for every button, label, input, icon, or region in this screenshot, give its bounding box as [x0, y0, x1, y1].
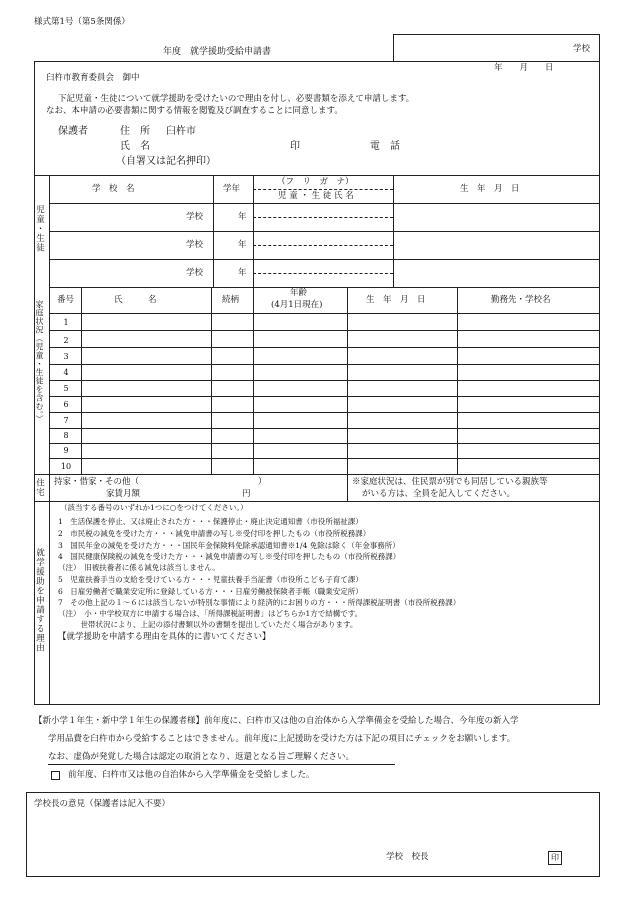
family-row-number: 2 [63, 336, 69, 345]
child-name-header: 児 童 ・ 生 徒 氏 名 [278, 191, 354, 201]
address-label: 住 所 [120, 126, 150, 137]
child-row-3-grade[interactable]: 年 [238, 268, 247, 278]
family-row-number: 5 [63, 384, 69, 393]
form-number: 様式第1号（第5条関係） [34, 17, 130, 27]
family-relation-header: 続柄 [222, 295, 240, 305]
family-row-number: 10 [60, 462, 72, 471]
children-school-header: 学 校 名 [92, 184, 135, 194]
children-birth-header: 生 年 月 日 [460, 184, 520, 194]
school-name-label: 学校 [573, 44, 591, 54]
rent-amount[interactable]: 家賃月額 円 [106, 489, 251, 499]
reason-note-3: 世帯状況により、上記の添付書類以外の書類を提出していただく場合があります。 [58, 620, 358, 629]
reason-item-4[interactable]: 4 国民健康保険税の減免を受けた方・・・減免申請書の写し※受付印を押したもの（市役所税務課） [58, 552, 401, 561]
guardian-label: 保護者 [58, 126, 88, 137]
reason-free-text-heading: 【就学援助を申請する理由を具体的に書いてください】 [58, 632, 271, 642]
family-row-number: 1 [63, 318, 69, 327]
furigana-header: （フ リ ガ ナ） [277, 177, 354, 187]
principal-opinion-label: 学校長の意見（保護者は記入不要） [34, 799, 171, 809]
housing-label: 住宅 [34, 478, 45, 497]
intro-line-1: 下記児童・生徒について就学援助を受けたいので理由を付し、必要書類を添えて申請します。 [58, 94, 415, 104]
guardian-name-label: 氏 名 [120, 141, 150, 152]
reason-item-1[interactable]: 1 生活保護を停止、又は廃止された方・・・保護停止・廃止決定通知書（市役所福祉課） [58, 517, 363, 526]
child-row-3-school[interactable]: 学校 [186, 268, 204, 278]
family-section-label: 家庭状況（児童・生徒を含む。） [35, 300, 44, 424]
child-row-2-grade[interactable]: 年 [238, 240, 247, 250]
phone-label: 電 話 [370, 141, 400, 152]
family-row-number: 4 [63, 368, 69, 377]
family-row-number: 3 [63, 352, 69, 361]
notice-line-1: 【新小学１年生・新中学１年生の保護者様】前年度に、臼杵市又は他の自治体から入学準備金を受給した場合、今年度の新入学 [34, 716, 519, 726]
family-row-number: 8 [63, 431, 69, 440]
addressee: 臼杵市教育委員会 御中 [46, 73, 140, 83]
reason-item-5[interactable]: 5 児童扶養手当の支給を受けている方・・・児童扶養手当証書（市役所こども子育て課） [58, 575, 363, 584]
reason-item-3[interactable]: 3 国民年金の減免を受けた方・・・国民年金保険料免除承認通知書※1/4 免除は除く（年金事務所） [58, 541, 400, 550]
family-age-note: (4月1日現在) [271, 300, 323, 310]
children-grade-header: 学年 [223, 184, 241, 194]
reason-instruction: （該当する番号のいずれか1つに○をつけてください。） [60, 503, 248, 512]
principal-sign-label: 学校 校長 [386, 852, 429, 862]
entrance-fund-checkbox-label: 前年度、臼杵市又は他の自治体から入学準備金を受給しました。 [68, 770, 315, 780]
reason-free-text-field[interactable] [50, 646, 598, 704]
family-age-header: 年齢 [290, 288, 308, 298]
seal-mark: 印 [290, 141, 300, 152]
child-row-2-school[interactable]: 学校 [186, 240, 204, 250]
notice-line-3: なお、虚偽が発覚した場合は認定の取消となり、返還となる旨ご理解ください。 [48, 752, 355, 762]
intro-line-2: なお、本申請の必要書類に関する情報を閲覧及び調査することに同意します。 [46, 106, 343, 116]
reason-item-7[interactable]: 7 その他上記の１～６には該当しないが特別な事情により経済的にお困りの方・・・所得課税証明書（市役所税務課） [58, 598, 461, 607]
reason-note-2: （注） 小・中学校双方に申請する場合は、「所得課税証明書」はどちらか1方で結構です。 [58, 609, 363, 618]
housing-type[interactable]: 持家・借家・その他（ ） [54, 477, 267, 487]
reason-item-2[interactable]: 2 市民税の減免を受けた方・・・減免申請書の写し※受付印を押したもの（市役所税務課） [58, 529, 371, 538]
signature-note: （自署又は記名押印） [116, 156, 216, 167]
principal-seal: 印 [548, 851, 562, 865]
family-birth-header: 生 年 月 日 [366, 295, 426, 305]
reason-note-1: （注） 旧被扶養者に係る減免は該当しません。 [58, 563, 220, 572]
entrance-fund-checkbox[interactable] [51, 771, 60, 780]
family-name-header: 氏 名 [114, 295, 157, 305]
family-no-header: 番号 [57, 295, 75, 305]
address-value[interactable]: 臼杵市 [166, 126, 196, 137]
family-row-number: 6 [63, 400, 69, 409]
reason-section-label: 就学援助を申請する理由 [34, 548, 45, 653]
family-row-number: 9 [63, 446, 69, 455]
child-row-1-grade[interactable]: 年 [238, 212, 247, 222]
application-date: 年 月 日 [494, 63, 554, 73]
notice-line-2: 学用品費を臼杵市から受給することはできません。前年度に上記援助を受けた方は下記の項目にチェックをお願いします。 [48, 734, 516, 744]
form-title: 年度 就学援助受給申請書 [163, 47, 272, 57]
child-row-1-school[interactable]: 学校 [186, 212, 204, 222]
housing-note-2: がいる方は、全員を記入してください。 [362, 489, 516, 499]
housing-note-1: ※家庭状況は、住民票が別でも同居している親族等 [352, 477, 548, 487]
reason-item-6[interactable]: 6 日雇労働者で職業安定所に登録している方・・・日雇労働被保険者手帳（職業安定所） [58, 587, 363, 596]
family-work-header: 勤務先・学校名 [491, 295, 551, 305]
children-section-label: 児童・生徒 [34, 205, 45, 253]
family-row-number: 7 [63, 416, 69, 425]
